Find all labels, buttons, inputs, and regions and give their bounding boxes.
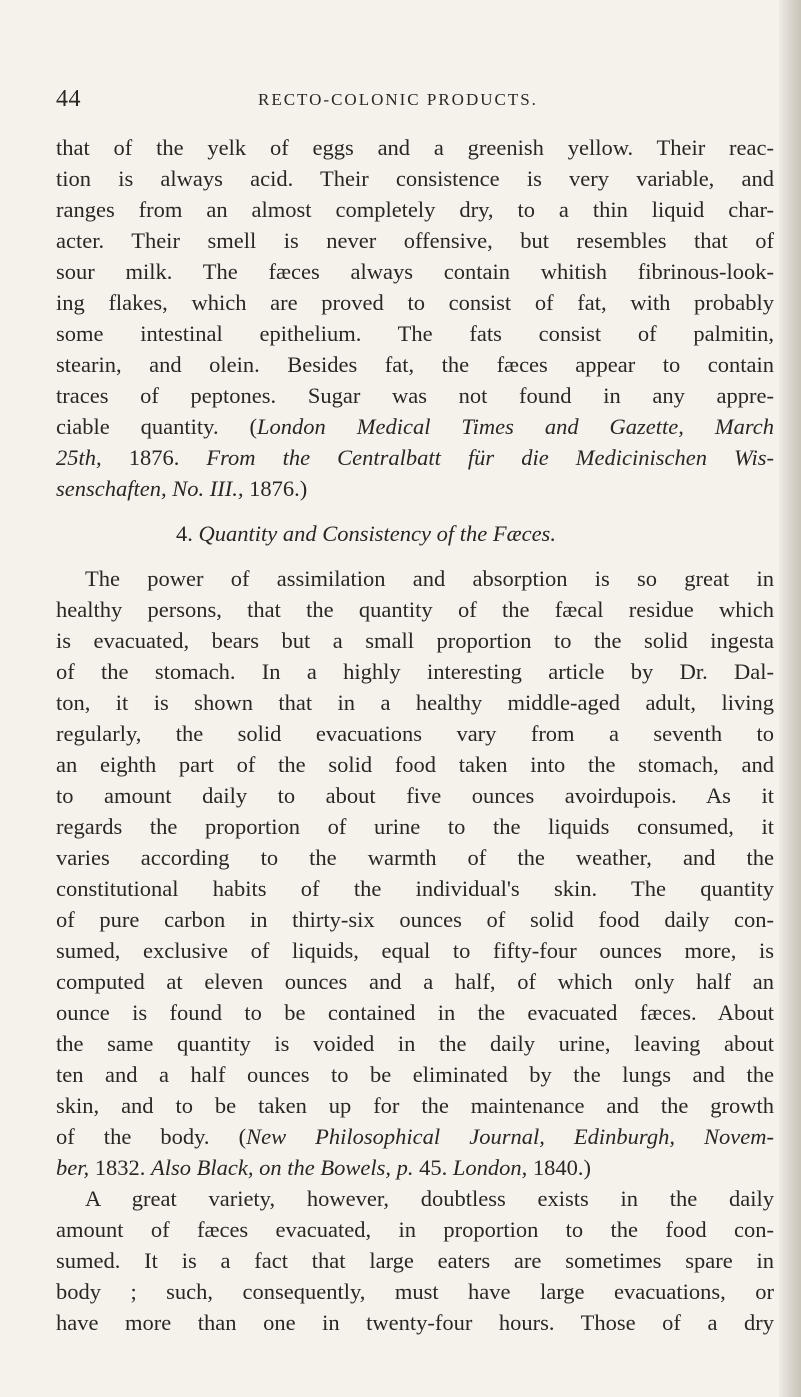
text-line: ten and a half ounces to be eliminated by the lungs and the [56,1062,774,1087]
citation-source: From the Centralbatt für die Medicinischen Wis- [206,445,774,470]
text-line: amount of fæces evacuated, in proportion to the food con- [56,1217,774,1242]
citation-month: ber, [56,1155,90,1180]
page-edge-shadow [779,0,801,1397]
citation-year: 1832. [89,1155,151,1180]
citation-source-cont: senschaften, No. III., [56,476,244,501]
text-line: body ; such, consequently, must have large evacuations, or [56,1279,774,1304]
text-line: is evacuated, bears but a small proportion to the solid ingesta [56,628,774,653]
citation-title: London Medical Times and Gazette, March [257,414,774,439]
section-heading [56,518,774,549]
text-line: have more than one in twenty-four hours. Those of a dry [56,1310,774,1335]
text-line: that of the yelk of eggs and a greenish yellow. Their reac- [56,135,774,160]
citation-page: 45. [413,1155,453,1180]
section-number: 4. [176,521,199,546]
page-number: 44 [56,86,81,112]
text-line-with-citation [56,1121,774,1152]
text-line: to amount daily to about five ounces avoirdupois. As it [56,783,774,808]
text-line: regards the proportion of urine to the liquids consumed, it [56,814,774,839]
text-line: computed at eleven ounces and a half, of which only half an [56,969,774,994]
text-line: sumed. It is a fact that large eaters are sometimes spare in [56,1248,774,1273]
citation-year: 1840.) [527,1155,591,1180]
text-line: skin, and to be taken up for the maintenance and the growth [56,1093,774,1118]
text-line: of the stomach. In a highly interesting article by Dr. Dal- [56,659,774,684]
text-line-with-citation [56,411,774,442]
text-line: some intestinal epithelium. The fats consist of palmitin, [56,321,774,346]
text-line: traces of peptones. Sugar was not found in any appre- [56,383,774,408]
citation-source: Also Black, on the Bowels, p. [151,1155,414,1180]
text-line: stearin, and olein. Besides fat, the fæces appear to contain [56,352,774,377]
text-line: varies according to the warmth of the weather, and the [56,845,774,870]
citation-title: New Philosophical Journal, Edinburgh, Novem- [246,1124,775,1149]
citation-line [56,473,774,504]
text-line: sumed, exclusive of liquids, equal to fifty-four ounces more, is [56,938,774,963]
citation-line [56,442,774,473]
text-fragment: of the body. ( [56,1124,247,1149]
text-line: ing flakes, which are proved to consist of fat, with probably [56,290,774,315]
text-line: ranges from an almost completely dry, to a thin liquid char- [56,197,774,222]
text-line: The power of assimilation and absorption is so great in [85,566,774,591]
citation-place: London, [452,1155,528,1180]
section-title: Quantity and Consistency of the Fæces. [198,521,556,546]
text-line: acter. Their smell is never offensive, but resembles that of [56,228,774,253]
text-line: constitutional habits of the individual's skin. The quantity [56,876,774,901]
running-title: RECTO-COLONIC PRODUCTS. [258,90,538,109]
text-line: an eighth part of the solid food taken into the stomach, and [56,752,774,777]
text-line: the same quantity is voided in the daily urine, leaving about [56,1031,774,1056]
text-fragment: ciable quantity. ( [56,414,258,439]
text-line: tion is always acid. Their consistence is very variable, and [56,166,774,191]
body-text [56,132,774,1338]
text-line: ton, it is shown that in a healthy middle-aged adult, living [56,690,774,715]
text-line: of pure carbon in thirty-six ounces of solid food daily con- [56,907,774,932]
page-header [48,84,748,114]
citation-date: 25th, [56,445,102,470]
text-line: A great variety, however, doubtless exists in the daily [85,1186,774,1211]
citation-year: 1876. [101,445,207,470]
text-line: ounce is found to be contained in the evacuated fæces. About [56,1000,774,1025]
paragraph-3 [56,1183,774,1338]
text-line: regularly, the solid evacuations vary from a seventh to [56,721,774,746]
spacer [56,504,774,518]
text-line: healthy persons, that the quantity of the fæcal residue which [56,597,774,622]
paragraph-1 [56,132,774,504]
citation-year: 1876.) [243,476,308,501]
text-line: sour milk. The fæces always contain whitish fibrinous-look- [56,259,774,284]
citation-line [56,1152,774,1183]
paragraph-2 [56,563,774,1183]
spacer [56,549,774,563]
